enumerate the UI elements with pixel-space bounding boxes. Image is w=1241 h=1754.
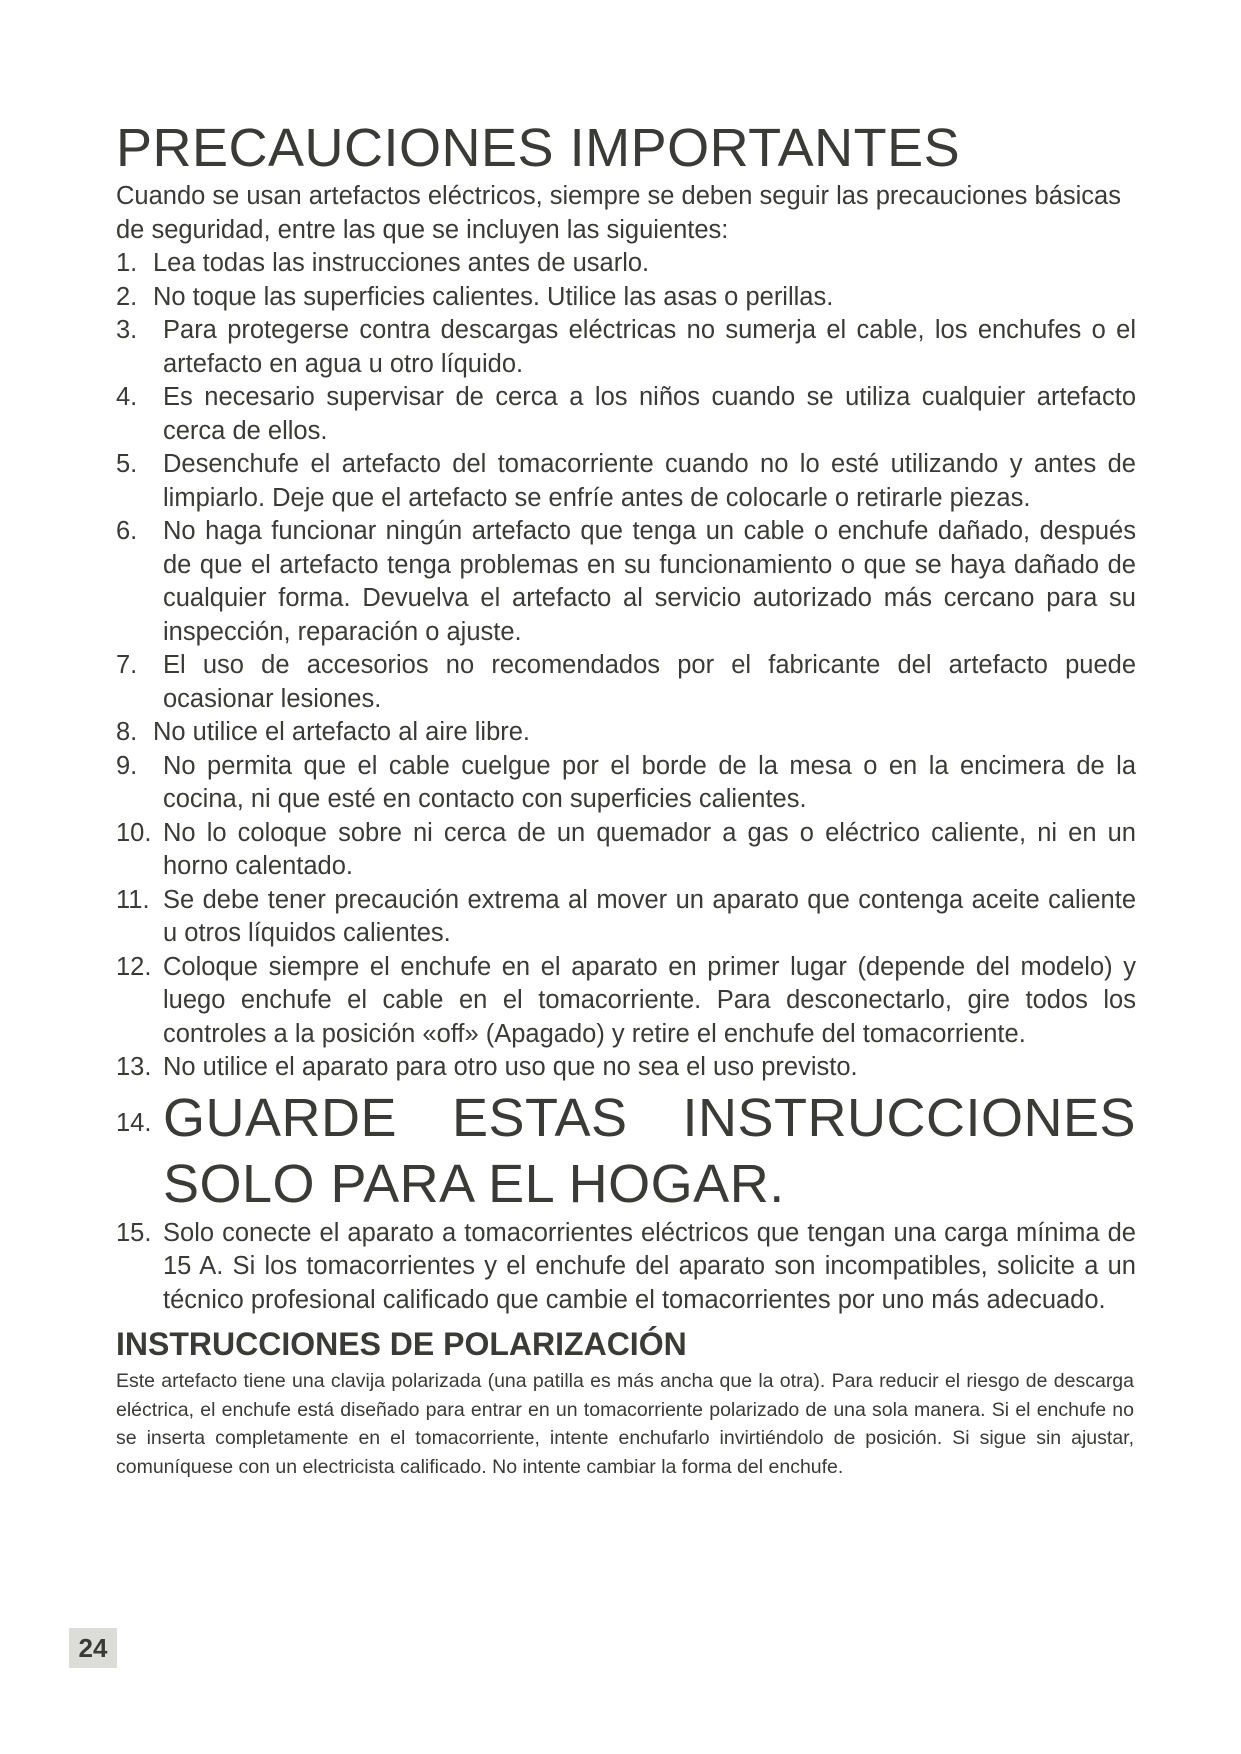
document-page — [116, 116, 1136, 1481]
list-item — [116, 951, 1136, 1052]
precautions-list — [116, 247, 1136, 1317]
list-item — [116, 247, 1136, 281]
list-item — [116, 281, 1136, 315]
keep-instructions-heading: GUARDE ESTAS INSTRUCCIONES — [163, 1087, 1136, 1148]
item-text: Desenchufe el artefacto del tomacorriente cuando no lo esté utilizando y antes de limpiarlo. Deje que el artefacto se enfríe antes de colocarle o retirarle piezas. — [163, 450, 1136, 512]
item-text: No utilice el aparato para otro uso que no sea el uso previsto. — [163, 1053, 858, 1081]
item-number: 13. — [116, 1053, 152, 1081]
item-number: 4. — [116, 383, 138, 411]
item-text: Se debe tener precaución extrema al mover un aparato que contenga aceite caliente u otros líquidos calientes. — [163, 885, 1136, 947]
item-number: 2. — [116, 282, 138, 311]
item-text: Solo conecte el aparato a tomacorrientes eléctricos que tengan una carga mínima de 15 A. Si los tomacorrientes y el enchufe del aparato son incompatibles, solicite a un técnico profesional calificado que cambie el tomacorrientes por uno más adecuado. — [163, 1218, 1136, 1314]
item-text: Para protegerse contra descargas eléctricas no sumerja el cable, los enchufes o el artefacto en agua u otro líquido. — [163, 316, 1136, 378]
item-text: El uso de accesorios no recomendados por el fabricante del artefacto puede ocasionar lesiones. — [163, 651, 1136, 713]
list-item — [116, 884, 1136, 951]
item-text: Lea todas las instrucciones antes de usarlo. — [153, 249, 650, 277]
list-item — [116, 649, 1136, 716]
list-item — [116, 750, 1136, 817]
item-text: No haga funcionar ningún artefacto que tenga un cable o enchufe dañado, después de que el artefacto tenga problemas en su funcionamiento o que se haya dañado de cualquier forma. Devuelva el artefacto al servicio autorizado más cercano para su inspección, reparación o ajuste. — [163, 517, 1136, 646]
item-number: 8. — [116, 718, 138, 746]
item-number: 9. — [116, 751, 138, 780]
intro-paragraph: Cuando se usan artefactos eléctricos, siempre se deben seguir las precauciones básicas de seguridad, entre las que se incluyen las siguientes: — [116, 182, 1121, 244]
item-number: 10. — [116, 818, 152, 847]
item-number: 3. — [116, 316, 138, 344]
item-text: No utilice el artefacto al aire libre. — [153, 718, 531, 746]
item-number: 11. — [116, 885, 150, 914]
list-item — [116, 817, 1136, 884]
polarization-paragraph: Este artefacto tiene una clavija polarizada (una patilla es más ancha que la otra). Para reducir el riesgo de descarga eléctrica, el enchufe está diseñado para entrar en un tomacorriente polarizado de una sola manera. Si el enchufe no se inserta completamente en el tomacorriente, intente enchufarlo invirtiéndolo de posición. Si sigue sin ajustar, comuníquese con un electricista calificado. No intente cambiar la forma del enchufe. — [116, 1370, 1134, 1478]
item-number: 1. — [116, 249, 138, 277]
item-number: 5. — [116, 450, 138, 478]
page-title: PRECAUCIONES IMPORTANTES — [116, 118, 961, 178]
page-number: 24 — [69, 1628, 117, 1668]
list-item — [116, 1051, 1136, 1085]
list-item — [116, 381, 1136, 448]
polarization-heading: INSTRUCCIONES DE POLARIZACIÓN — [116, 1326, 687, 1362]
item-number: 14. — [116, 1108, 152, 1137]
item-text: No lo coloque sobre ni cerca de un quemador a gas o eléctrico caliente, ni en un horno calentado. — [163, 818, 1136, 880]
item-number: 6. — [116, 517, 138, 545]
item-text: No permita que el cable cuelgue por el borde de la mesa o en la encimera de la cocina, ni que esté en contacto con superficies calientes. — [163, 751, 1136, 813]
item-text: Es necesario supervisar de cerca a los niños cuando se utiliza cualquier artefacto cerca de ellos. — [163, 383, 1136, 445]
list-item — [116, 448, 1136, 515]
list-item-keep-instructions — [116, 1085, 1136, 1217]
list-item — [116, 1217, 1136, 1318]
list-item — [116, 716, 1136, 750]
list-item — [116, 314, 1136, 381]
item-text: No toque las superficies calientes. Utilice las asas o perillas. — [153, 282, 834, 311]
item-number: 7. — [116, 651, 138, 679]
household-only-heading: SOLO PARA EL HOGAR. — [163, 1153, 785, 1214]
item-number: 12. — [116, 952, 152, 981]
list-item — [116, 515, 1136, 649]
item-text: Coloque siempre el enchufe en el aparato en primer lugar (depende del modelo) y luego enchufe el cable en el tomacorriente. Para desconectarlo, gire todos los controles a la posición «off» (Apagado) y retire el enchufe del tomacorriente. — [163, 952, 1136, 1048]
item-number: 15. — [116, 1218, 152, 1247]
